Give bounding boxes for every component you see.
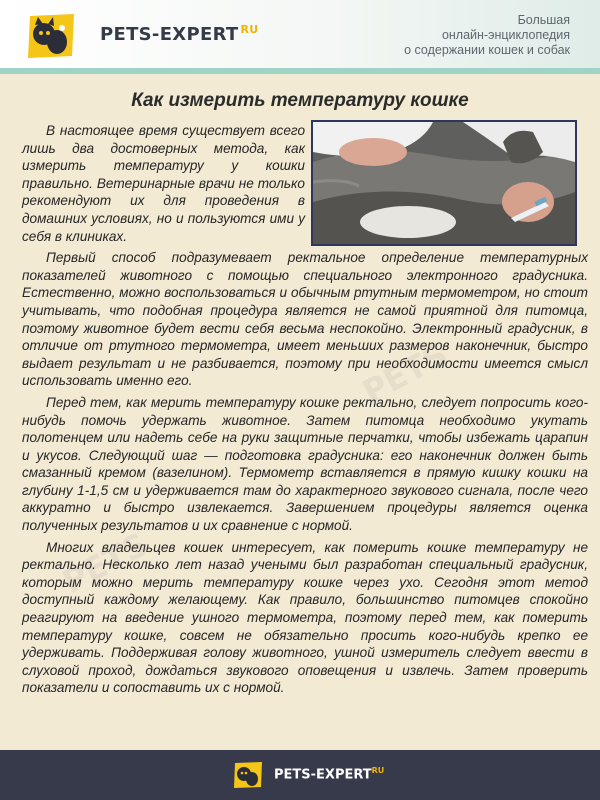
tagline-line: Большая (517, 13, 570, 27)
tagline-line: онлайн-энциклопедия (441, 28, 570, 42)
logo-name: PETS-EXPERT (100, 24, 239, 45)
paragraph: Первый способ подразумевает ректальное определение температурных показателей животного с помощью специального электронного градусника. Естественно, можно воспользоваться и обычным ртутным термометром, но стоит учитывать, что подобная процедура является не самой приятной для питомца, поэтому животное будет вести себя весьма неспокойно. Электронный градусник, в отличие от ртутного термометра, имеет меньших размеров наконечник, быстро выдает результат и не разбивается, поэтому при необходимости имеется смысл использовать именно его. (22, 250, 588, 389)
article-body (22, 122, 588, 701)
article-content (0, 74, 600, 750)
paragraph: Многих владельцев кошек интересует, как померить кошке температуру не ректально. Несколько лет назад учеными был разработан специальный градусник, которым можно мерить температуру кошке через ухо. Сегодня этот метод доступный каждому желающему. Как правило, большинство питомцев спокойно реагируют на введение ушного термометра, поэтому перед тем, как померить температуру кошке, совсем не обязательно просить кого-нибудь крепко ее удерживать. Поддерживая голову животного, ушной измеритель следует ввести в слуховой проход, дождаться звукового оповещения и извлечь. Затем проверить показатели и сопоставить их с нормой. (22, 539, 588, 696)
logo-suffix: RU (240, 23, 259, 36)
pets-logo-icon[interactable] (24, 12, 78, 60)
pets-logo-icon[interactable] (232, 760, 264, 790)
article-title: Как измерить температуру кошке (131, 90, 469, 111)
footer-logo-suffix: RU (371, 766, 385, 775)
watermark: PETS (56, 525, 154, 601)
footer-logo-text[interactable] (274, 766, 384, 782)
site-header (0, 0, 600, 72)
watermark: PETS (356, 335, 454, 411)
footer-logo-name: PETS-EXPERT (274, 767, 372, 783)
site-footer (0, 750, 600, 800)
paragraph: Перед тем, как мерить температуру кошке ректально, следует попросить кого-нибудь помочь удержать животное. Затем питомца необходимо укутать полотенцем или надеть себе на руки защитные перчатки, чтобы избежать царапин и укусов. Следующий шаг — подготовка градусника: его наконечник должен быть смазанный кремом (вазелином). Термометр вставляется в прямую кишку кошки на глубину 1-1,5 см и удерживается там до характерного звукового сигнала, после чего аккуратно и быстро извлекается. Завершением процедуры является оценка полученных результатов и их сравнение с нормой. (22, 394, 588, 534)
site-logo-text[interactable] (100, 23, 259, 45)
paragraph: В настоящее время существует всего лишь два достоверных метода, как измерить температуру у кошки правильно. Ветеринарные врачи не только рекомендуют их для проведения в домашних условиях, но и пользуются ими у себя в клиниках. (22, 123, 305, 244)
tagline-line: о содержании кошек и собак (404, 43, 570, 57)
site-tagline (330, 13, 570, 58)
